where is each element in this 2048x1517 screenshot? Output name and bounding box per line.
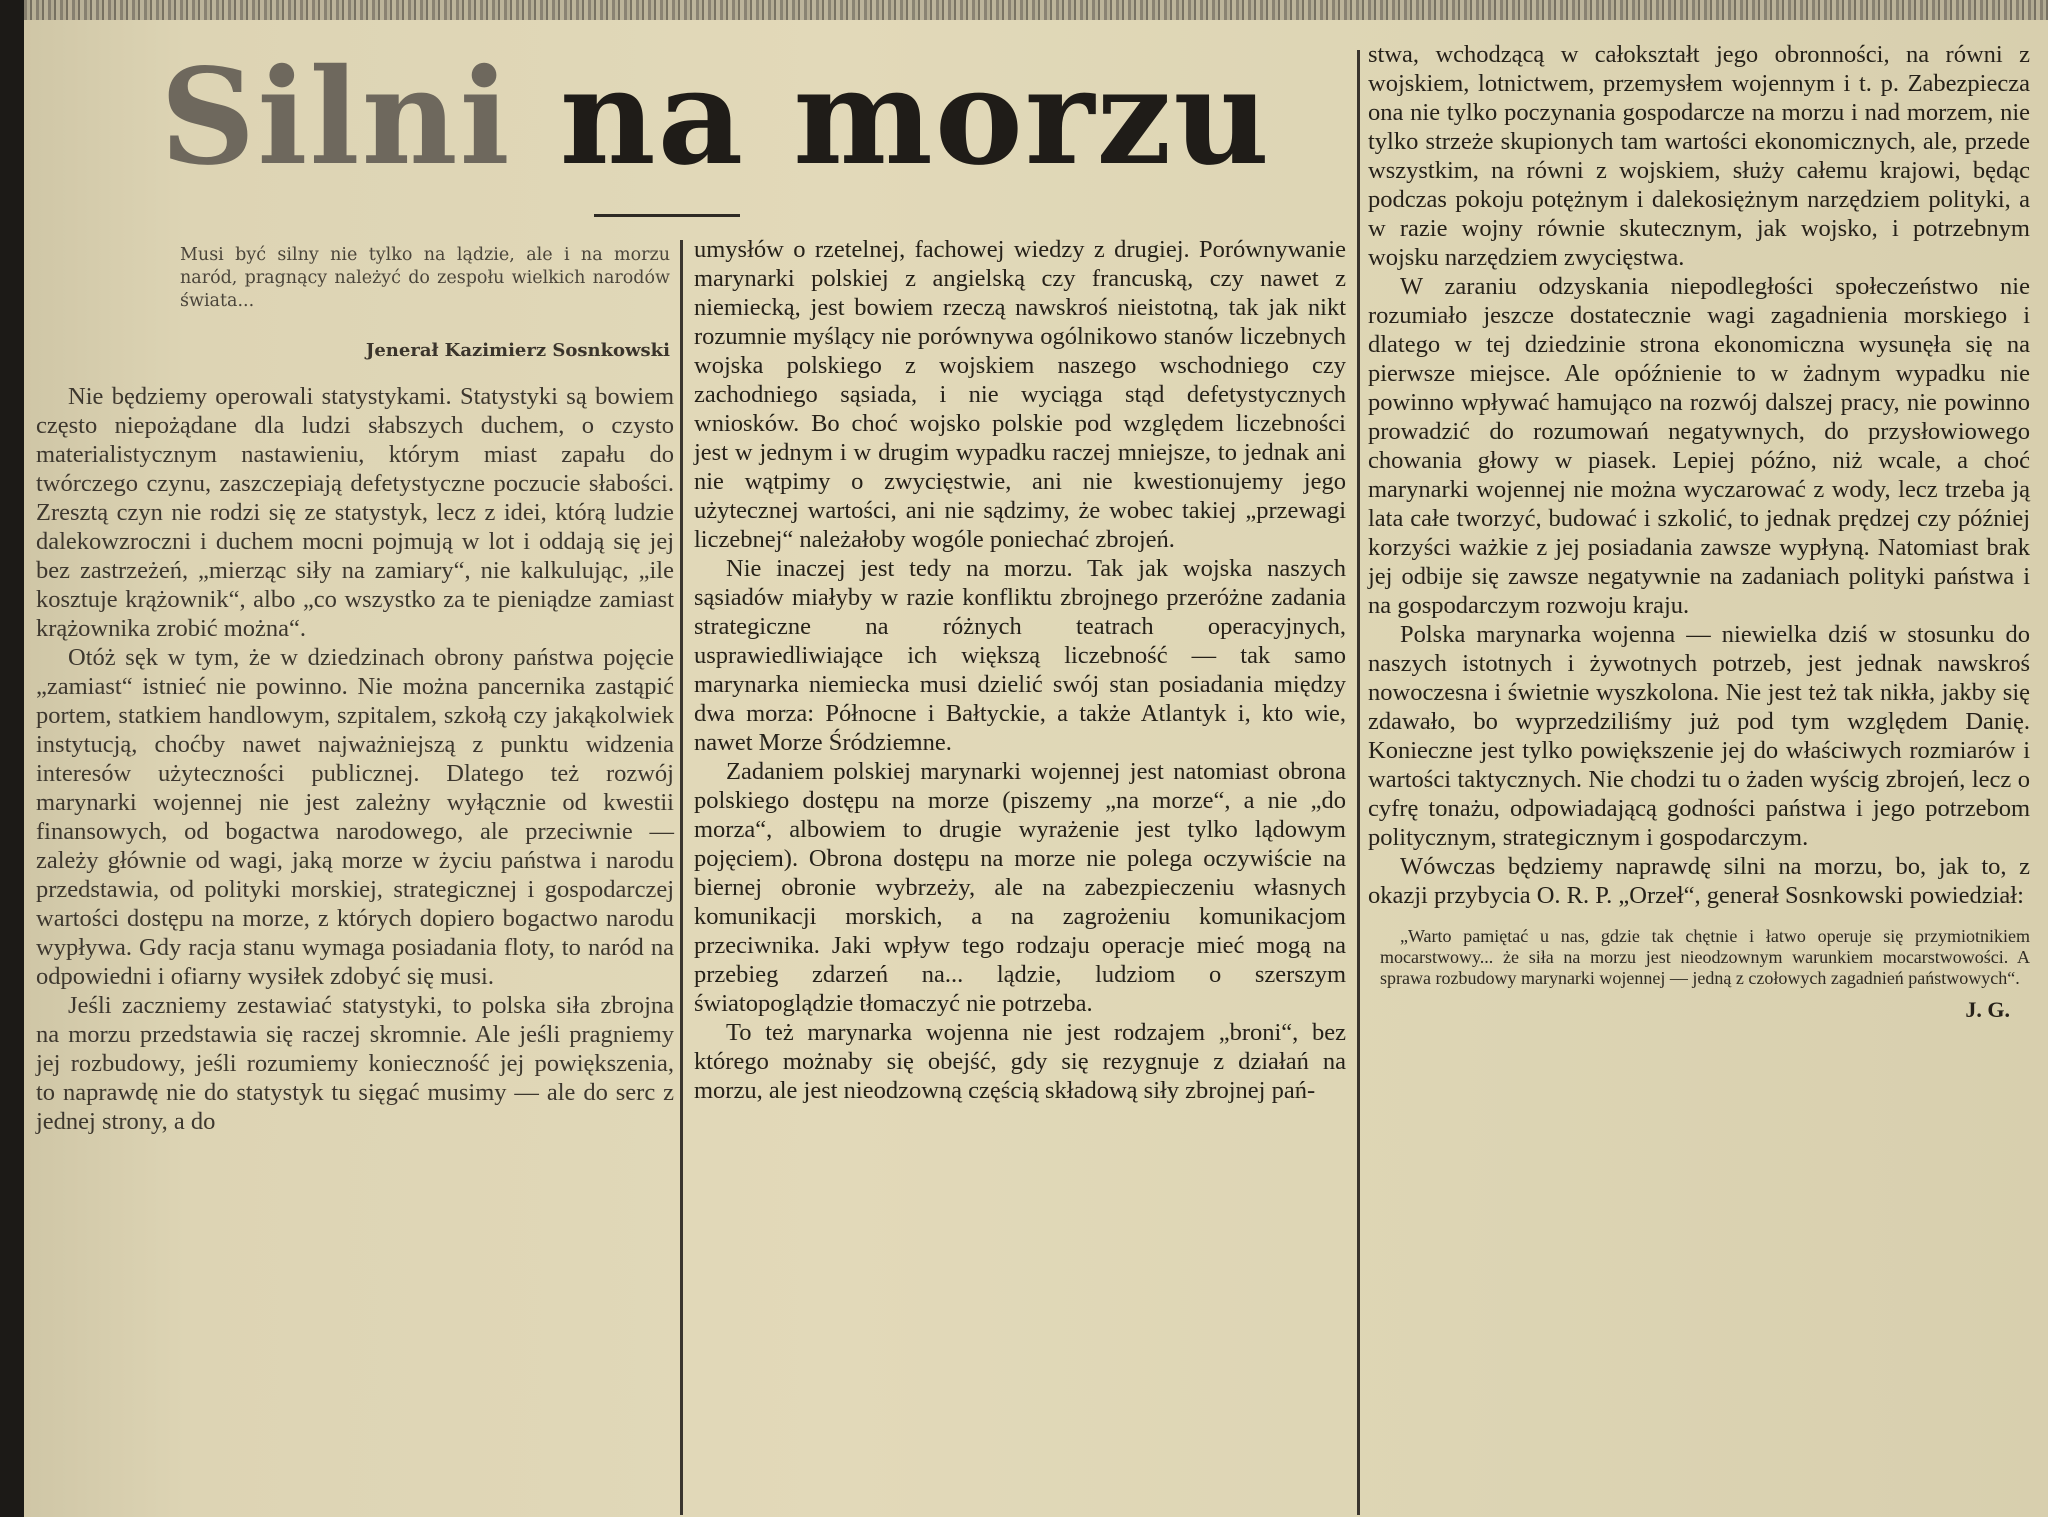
- author-initials: J. G.: [1965, 997, 2010, 1022]
- paragraph: Otóż sęk w tym, że w dziedzinach obrony państwa pojęcie „zamiast“ istnieć nie powinno. Nie można pancernika zastąpić portem, statkiem handlowym, szpitalem, szkołą czy jakąkolwiek instytucją, choćby nawet najważniejszą z punktu widzenia interesów użyteczności publicznej. Dlatego też rozwój marynarki wojennej nie jest zależny wyłącznie od kwestii finansowych, od bogactwa narodowego, ale przeciwnie — zależy głównie od wagi, jaką morze w życiu państwa i narodu przedstawia, od polityki morskiej, strategicznej i gospodarczej wartości dostępu na morze, z których dopiero bogactwo narodu wypływa. Gdy racja stanu wymaga posiadania floty, to naród na odpowiedni i ofiarny wysiłek zdobyć się musi.: [36, 644, 674, 990]
- paragraph: Jeśli zaczniemy zestawiać statystyki, to polska siła zbrojna na morzu przedstawia się raczej skromnie. Ale jeśli pragniemy jej rozbudowy, jeśli rozumiemy konieczność jej powiększenia, to naprawdę nie do statystyk tu sięgać musimy — ale do serc z jednej strony, a do: [36, 992, 674, 1135]
- quote-text: „Warto pamiętać u nas, gdzie tak chętnie i łatwo operuje się przymiotnikiem mocarstwowy... że siła na morzu jest nieodzownym warunkiem mocarstwowości. A sprawa rozbudowy marynarki wojennej — jedną z czołowych zagadnień państwowych“.: [1380, 926, 2030, 988]
- paragraph: umysłów o rzetelnej, fachowej wiedzy z drugiej. Porównywanie marynarki polskiej z angielską czy francuską, czy nawet z niemiecką, jest bowiem rzeczą nawskroś nieistotną, tak jak nikt rozumnie myślący nie porównywa ogólnikowo stanów liczebnych wojska polskiego z wojskiem naszego wschodniego czy zachodniego sąsiada, i nie wyciąga stąd defetystycznych wniosków. Bo choć wojsko polskie pod względem liczebności jest w jednym i w drugim wypadku raczej mniejsze, to jednak ani nie wątpimy o zwycięstwie, ani nie kwestionujemy jego użytecznej wartości, ani nie sądzimy, że wobec takiej „przewagi liczebnej“ należałoby wogóle poniechać zbrojeń.: [694, 236, 1346, 553]
- paragraph: To też marynarka wojenna nie jest rodzajem „broni“, bez którego możnaby się obejść, gdy się rezygnuje z działań na morzu, ale jest nieodzowną częścią składową siły zbrojnej pań-: [694, 1019, 1346, 1104]
- column-rule-1: [680, 240, 683, 1515]
- motto: Musi być silny nie tylko na lądzie, ale i na morzu naród, pragnący należyć do zespołu wielkich narodów świata...: [180, 245, 670, 311]
- headline-word-na-morzu: na morzu: [559, 40, 1272, 195]
- article-column-3: [1368, 40, 2030, 1024]
- headline-word-silni: Silni: [160, 40, 512, 195]
- paragraph: W zaraniu odzyskania niepodległości społeczeństwo nie rozumiało jeszcze dostatecznie wagi zagadnienia morskiego i dlatego w tej dziedzinie strona ekonomiczna wysunęła się na pierwsze miejsce. Ale opóźnienie to w żadnym wypadku nie powinno wpływać hamująco na rozwój dalszej pracy, nie powinno prowadzić do rozumowań negatywnych, do przysłowiowego chowania głowy w piasek. Lepiej późno, niż wcale, a choć marynarki wojennej nie można wyczarować z wody, lecz trzeba ją lata całe tworzyć, budować i szkolić, to jednak prędzej czy później korzyści ważkie z jej posiadania zawsze wypłyną. Natomiast brak jej odbije się zawsze negatywnie na zadaniach polityki państwa i na gospodarczym rozwoju kraju.: [1368, 273, 2030, 619]
- paragraph: Nie inaczej jest tedy na morzu. Tak jak wojska naszych sąsiadów miałyby w razie konfliktu zbrojnego przeróżne zadania strategiczne na różnych teatrach operacyjnych, usprawiedliwiające ich większą liczebność — tak samo marynarka niemiecka musi dzielić swój stan posiadania między dwa morza: Północne i Bałtyckie, a także Atlantyk i, kto wie, nawet Morze Śródziemne.: [694, 555, 1346, 756]
- closing-quote: [1380, 926, 2030, 989]
- paragraph: Zadaniem polskiej marynarki wojennej jest natomiast obrona polskiego dostępu na morze (piszemy „na morze“, a nie „do morza“, albowiem to drugie wyrażenie jest tylko lądowym pojęciem). Obrona dostępu na morze nie polega oczywiście na biernej obronie wybrzeży, ale na zabezpieczeniu własnych komunikacji morskich, a na zagrożeniu komunikacjom przeciwnika. Jaki wpływ tego rodzaju operacje mieć mogą na przebieg zdarzeń na... lądzie, ludziom o szerszym światopoglądzie tłomaczyć nie potrzeba.: [694, 758, 1346, 1017]
- column-rule-2: [1357, 50, 1360, 1515]
- paragraph: Polska marynarka wojenna — niewielka dziś w stosunku do naszych istotnych i żywotnych potrzeb, jest jednak nawskroś nowoczesna i świetnie wyszkolona. Nie jest też tak nikła, jakby się zdawało, bo wyprzedziliśmy już pod tym względem Danię. Konieczne jest tylko powiększenie jej do właściwych rozmiarów i wartości taktycznych. Nie chodzi tu o żaden wyścig zbrojeń, lecz o cyfrę tonażu, odpowiadającą godności państwa i jego potrzebom politycznym, strategicznym i gospodarczym.: [1368, 621, 2030, 851]
- paragraph: stwa, wchodzącą w całokształt jego obronności, na równi z wojskiem, lotnictwem, przemysłem wojennym i t. p. Zabezpiecza ona nie tylko poczynania gospodarcze na morzu i nad morzem, nie tylko strzeże skupionych tam wartości ekonomicznych, ale, przede wszystkim, na równi z wojskiem, służy całemu krajowi, będąc podczas pokoju potężnym i dalekosiężnym narzędziem polityki, a w razie wojny równie skutecznym, jak wojsko, i potrzebnym wojsku narzędziem zwycięstwa.: [1368, 41, 2030, 271]
- top-border: [24, 0, 2048, 20]
- scan-edge: [0, 0, 24, 1517]
- title-rule: [594, 214, 740, 217]
- article-column-1: [36, 382, 674, 1136]
- headline: [160, 40, 1272, 195]
- paragraph: Nie będziemy operowali statystykami. Statystyki są bowiem często niepożądane dla ludzi słabszych duchem, o czysto materialistycznym nastawieniu, którym miast zapału do twórczego czynu, zaszczepiają defetystyczne poczucie słabości. Zresztą czyn nie rodzi się ze statystyk, lecz z idei, którą ludzie dalekowzroczni i duchem mocni pojmują w lot i oddają się jej bez zastrzeżeń, „mierząc siły na zamiary“, nie kalkulując, „ile kosztuje krążownik“, albo „co wszystko za te pieniądze zamiast krążownika zrobić można“.: [36, 383, 674, 642]
- motto-author: Jenerał Kazimierz Sosnkowski: [365, 340, 670, 361]
- article-column-2: [694, 235, 1346, 1105]
- paragraph: Wówczas będziemy naprawdę silni na morzu, bo, jak to, z okazji przybycia O. R. P. „Orzeł“, generał Sosnkowski powiedział:: [1368, 853, 2030, 909]
